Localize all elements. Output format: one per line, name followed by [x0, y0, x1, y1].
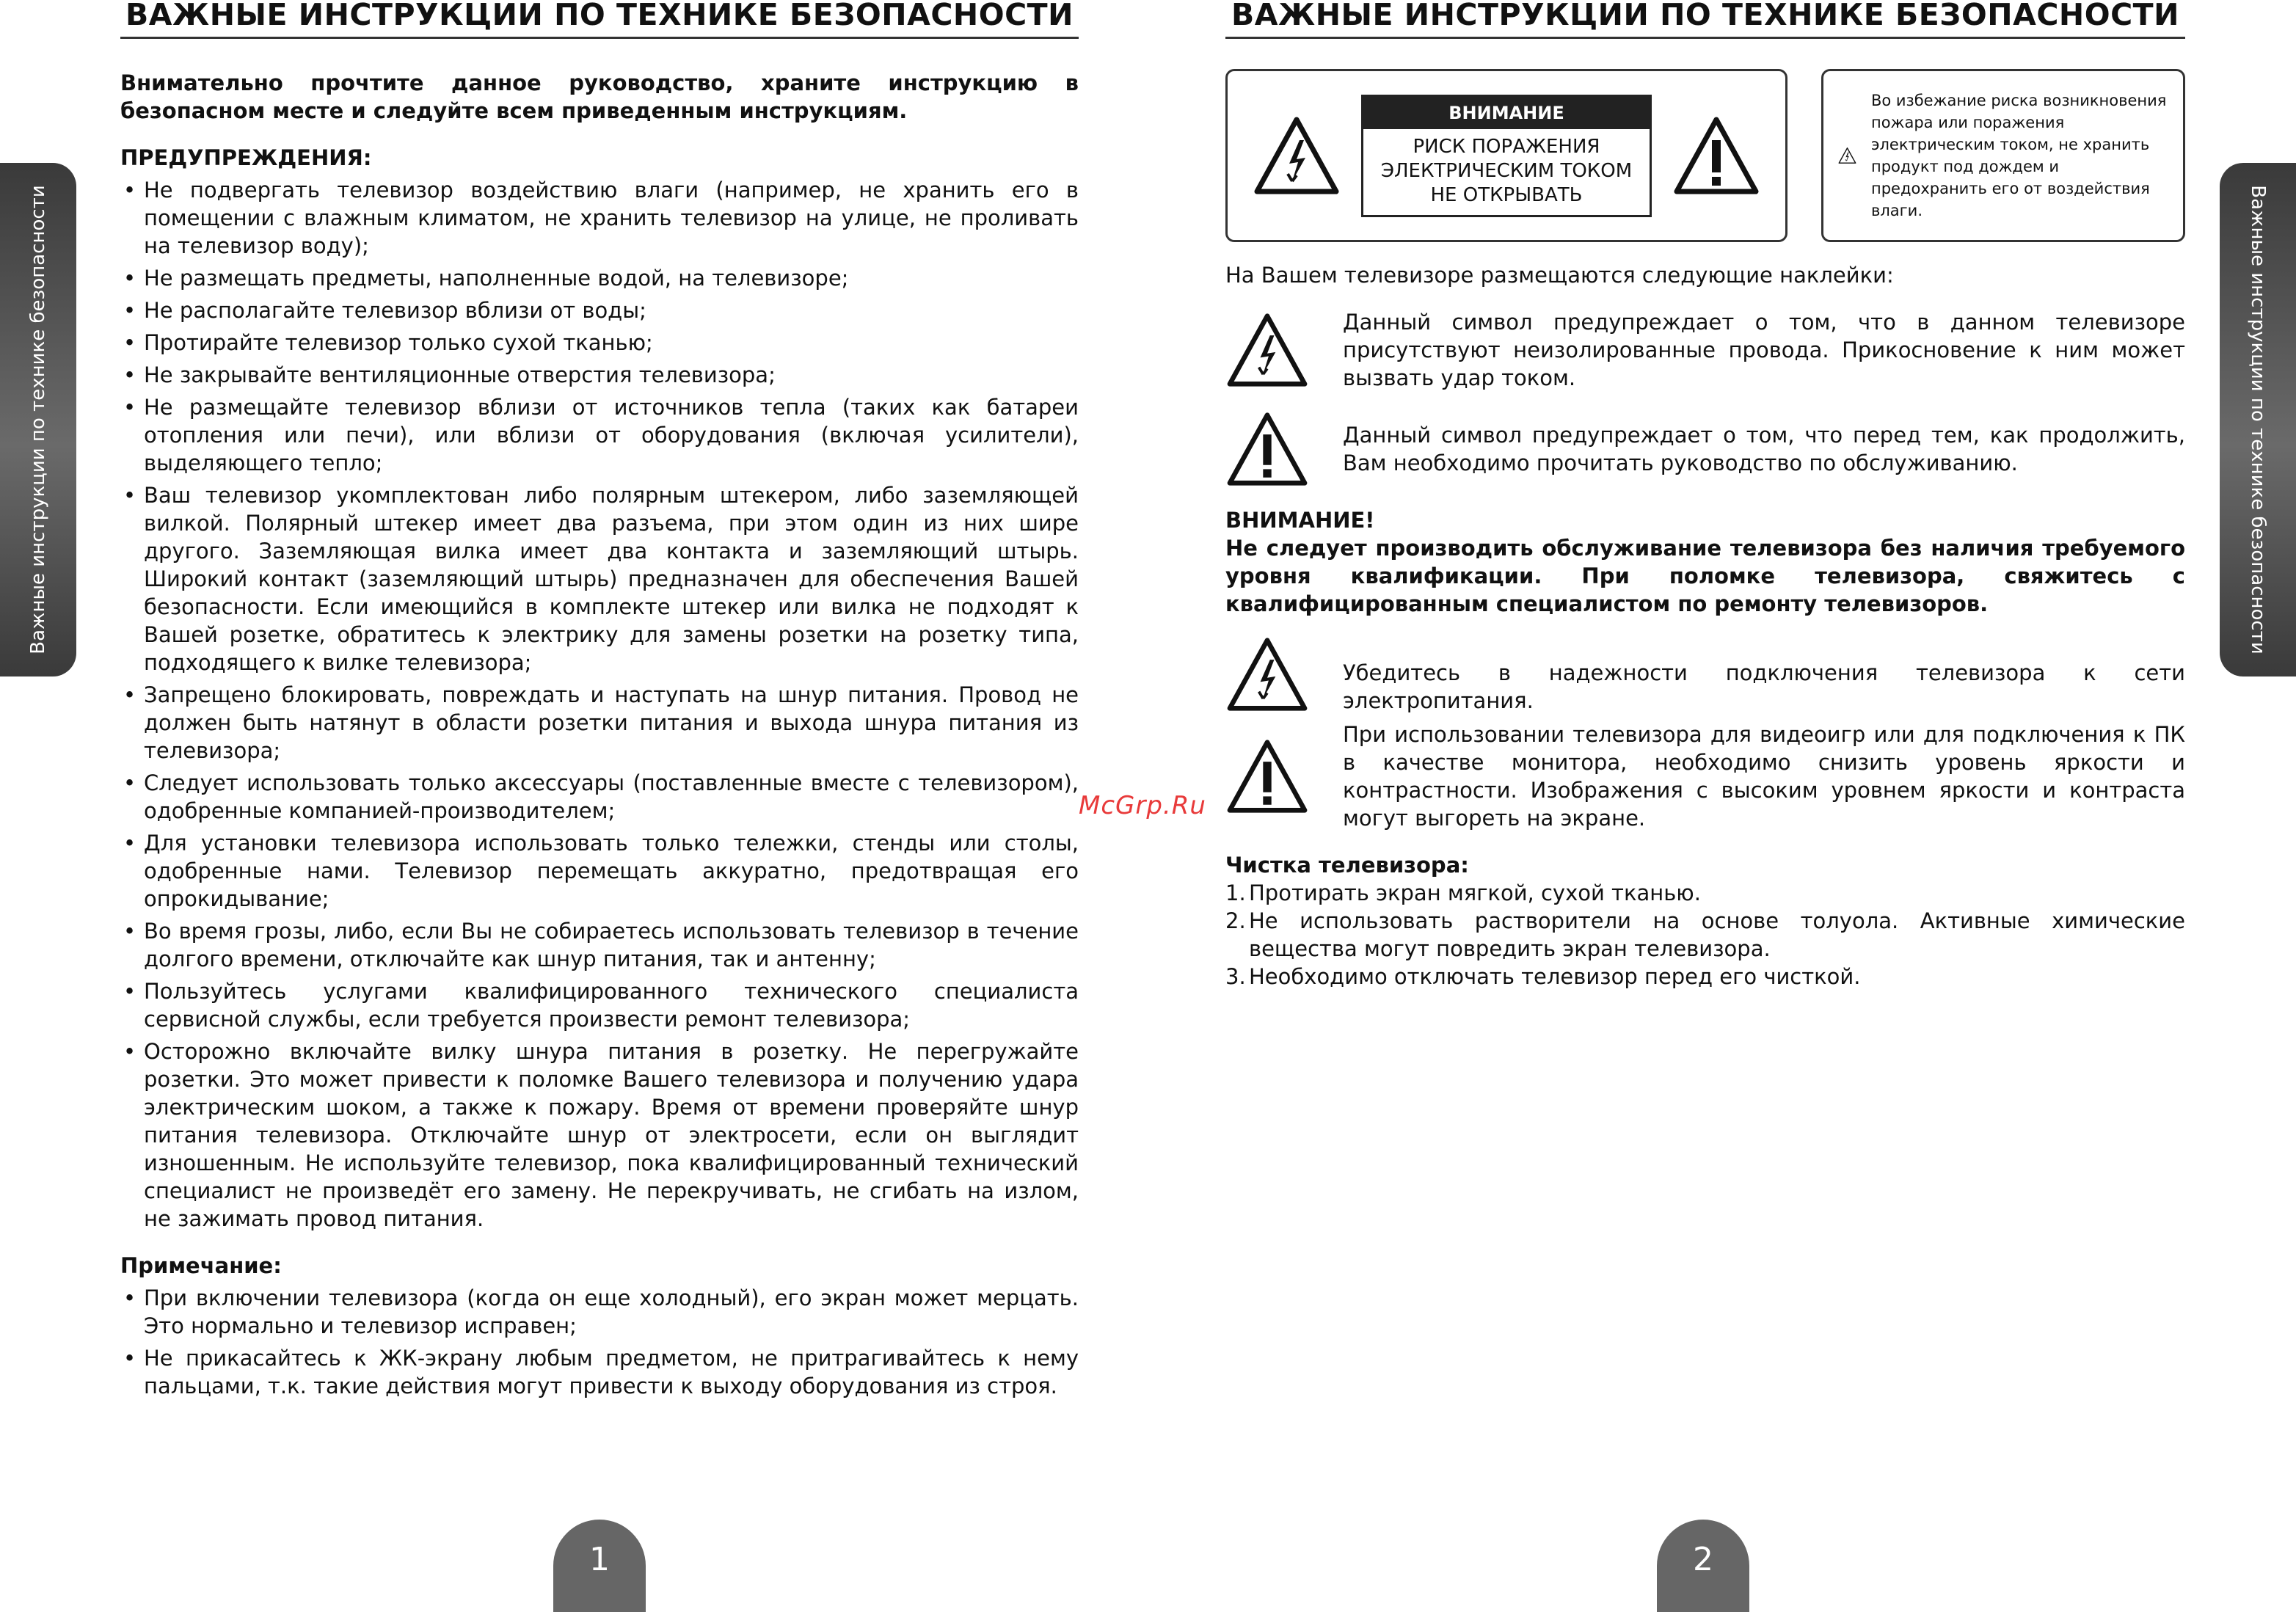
caution-line: НЕ ОТКРЫВАТЬ: [1430, 183, 1583, 206]
attention-heading: ВНИМАНИЕ!: [1225, 508, 1375, 533]
page-number: 1: [553, 1520, 646, 1612]
list-item: • Во время грозы, либо, если Вы не собираетесь использовать телевизор в течение долгого времени, отключайте как шнур питания, так и антенну;: [120, 917, 1079, 973]
list-item: [1225, 907, 2185, 963]
caution-panel: [1361, 95, 1652, 217]
page-title: ВАЖНЫЕ ИНСТРУКЦИИ ПО ТЕХНИКЕ БЕЗОПАСНОСТИ: [1225, 0, 2185, 39]
exclamation-warning-icon: [1225, 738, 1309, 814]
cleaning-heading: Чистка телевизора:: [1225, 853, 1469, 878]
item-number: 3.: [1225, 964, 1246, 989]
page-number: 2: [1657, 1520, 1749, 1612]
list-item: • Ваш телевизор укомплектован либо полярным штекером, либо заземляющей вилкой. Полярный штекер имеет два разъема, при этом один из них шире другого. Заземляющая вилка имеет два контакта и заземляющий штырь. Широкий контакт (заземляющий штырь) предназначен для обеспечения Вашей безопасности. Если имеющийся в комплекте штекер или вилка не подходят к Вашей розетке, обратитесь к электрику для замены розетки на розетку типа, подходящего к вилке телевизора;: [120, 481, 1079, 676]
caution-title: ВНИМАНИЕ: [1363, 97, 1650, 129]
page-title: ВАЖНЫЕ ИНСТРУКЦИИ ПО ТЕХНИКЕ БЕЗОПАСНОСТИ: [120, 0, 1079, 39]
stickers-intro: На Вашем телевизоре размещаются следующие наклейки:: [1225, 263, 1894, 288]
right-content: [1225, 69, 2185, 991]
symbol-row: [1225, 634, 2185, 715]
list-item: • Для установки телевизора использовать только тележки, стенды или столы, одобренные нами. Телевизор перемещать аккуратно, предотвращая его опрокидывание;: [120, 829, 1079, 913]
symbol-description: Данный символ предупреждает о том, что в данном телевизоре присутствуют неизолированные провода. Прикосновение к ним может вызвать удар током.: [1343, 310, 2185, 390]
watermark: McGrp.Ru: [1079, 791, 1206, 820]
caution-line: ЭЛЕКТРИЧЕСКИМ ТОКОМ: [1380, 159, 1633, 182]
list-item: • Протирайте телевизор только сухой тканью;: [120, 329, 1079, 357]
caution-line: РИСК ПОРАЖЕНИЯ: [1413, 135, 1600, 158]
item-number: 1.: [1225, 880, 1246, 905]
exclamation-warning-icon: [1225, 411, 1309, 487]
monitor-use-text: При использовании телевизора для видеоигр или для подключения к ПК в качестве монитора, необходимо снизить уровень яркости и контрастности. Изображения с высоким уровнем яркости и контраста могут выгореть на экране.: [1343, 722, 2185, 831]
caution-text: [1363, 129, 1650, 215]
list-item: • Не располагайте телевизор вблизи от воды;: [120, 296, 1079, 324]
lightning-warning-icon: [1253, 115, 1341, 196]
list-item: • Пользуйтесь услугами квалифицированного технического специалиста сервисной службы, если требуется произвести ремонт телевизора;: [120, 977, 1079, 1033]
list-item: • Не размещайте телевизор вблизи от источников тепла (таких как батареи отопления или печи), или вблизи от оборудования (включая усилители), выделяющего тепло;: [120, 393, 1079, 477]
exclamation-warning-icon: [1672, 115, 1760, 196]
list-item: • Не размещать предметы, наполненные водой, на телевизоре;: [120, 264, 1079, 292]
note-heading: Примечание:: [120, 1253, 282, 1278]
list-item: • Не прикасайтесь к ЖК-экрану любым предметом, не притрагивайтесь к нему пальцами, т.к. такие действия могут привести к выходу оборудования из строя.: [120, 1344, 1079, 1400]
side-tab: [2220, 163, 2296, 676]
list-item: • Следует использовать только аксессуары (поставленные вместе с телевизором), одобренные компанией-производителем;: [120, 769, 1079, 825]
list-item: [1225, 963, 2185, 991]
item-text: Необходимо отключать телевизор перед его чисткой.: [1249, 964, 1861, 989]
intro-text: Внимательно прочтите данное руководство, храните инструкцию в безопасном месте и следуйте всем приведенным инструкциям.: [120, 70, 1079, 123]
list-item: • Осторожно включайте вилку шнура питания в розетку. Не перегружайте розетки. Это может привести к поломке Вашего телевизора и получению удара электрическим шоком, а также к пожару. Время от времени проверяйте шнур питания телевизора. Отключайте шнур от электросети, если он выглядит изношенным. Не используйте телевизор, пока квалифицированный технический специалист не произведёт его замену. Не перекручивать, не сгибать на излом, не зажимать провод питания.: [120, 1037, 1079, 1233]
item-number: 2.: [1225, 908, 1246, 933]
lightning-warning-icon: [1838, 119, 1856, 192]
symbol-row: [1225, 308, 2185, 392]
power-connection-text: Убедитесь в надежности подключения телевизора к сети электропитания.: [1343, 660, 2185, 713]
item-text: Не использовать растворители на основе толуола. Активные химические вещества могут повредить экран телевизора.: [1249, 908, 2185, 961]
moisture-warning-text: Во избежание риска возникновения пожара или поражения электрическим током, не хранить продукт под дождем и предохранить его от воздействия влаги.: [1870, 92, 2167, 219]
warnings-heading: ПРЕДУПРЕЖДЕНИЯ:: [120, 145, 372, 170]
list-item: • Не закрывайте вентиляционные отверстия телевизора;: [120, 361, 1079, 389]
notes-list: [120, 1284, 1079, 1400]
cleaning-list: [1225, 879, 2185, 991]
lightning-warning-icon: [1225, 312, 1309, 388]
list-item: [1225, 879, 2185, 907]
symbol-description: Данный символ предупреждает о том, что перед тем, как продолжить, Вам необходимо прочитать руководство по обслуживанию.: [1343, 423, 2185, 475]
list-item: • Запрещено блокировать, повреждать и наступать на шнур питания. Провод не должен быть натянут в области розетки питания и выхода шнура питания из телевизора;: [120, 681, 1079, 765]
list-item: • Не подвергать телевизор воздействию влаги (например, не хранить его в помещении с влажным климатом, не хранить телевизор на улице, не проливать на телевизор воду);: [120, 176, 1079, 260]
symbol-row: [1225, 721, 2185, 832]
warning-labels: [1225, 69, 2185, 242]
moisture-warning-label: [1821, 69, 2185, 242]
side-tab-label: Важные инструкции по технике безопасности: [2247, 185, 2269, 654]
symbol-row: [1225, 411, 2185, 487]
side-tab-label: Важные инструкции по технике безопасности: [27, 185, 49, 654]
caution-label: [1225, 69, 1787, 242]
side-tab: [0, 163, 76, 676]
left-content: [120, 69, 1079, 1400]
warnings-list: [120, 176, 1079, 1233]
list-item: • При включении телевизора (когда он еще холодный), его экран может мерцать. Это нормально и телевизор исправен;: [120, 1284, 1079, 1340]
lightning-warning-icon: [1225, 636, 1309, 712]
item-text: Протирать экран мягкой, сухой тканью.: [1249, 880, 1701, 905]
page-right: [1148, 0, 2296, 1612]
attention-text: Не следует производить обслуживание телевизора без наличия требуемого уровня квалификации. При поломке телевизора, свяжитесь с квалифицированным специалистом по ремонту телевизоров.: [1225, 536, 2185, 616]
